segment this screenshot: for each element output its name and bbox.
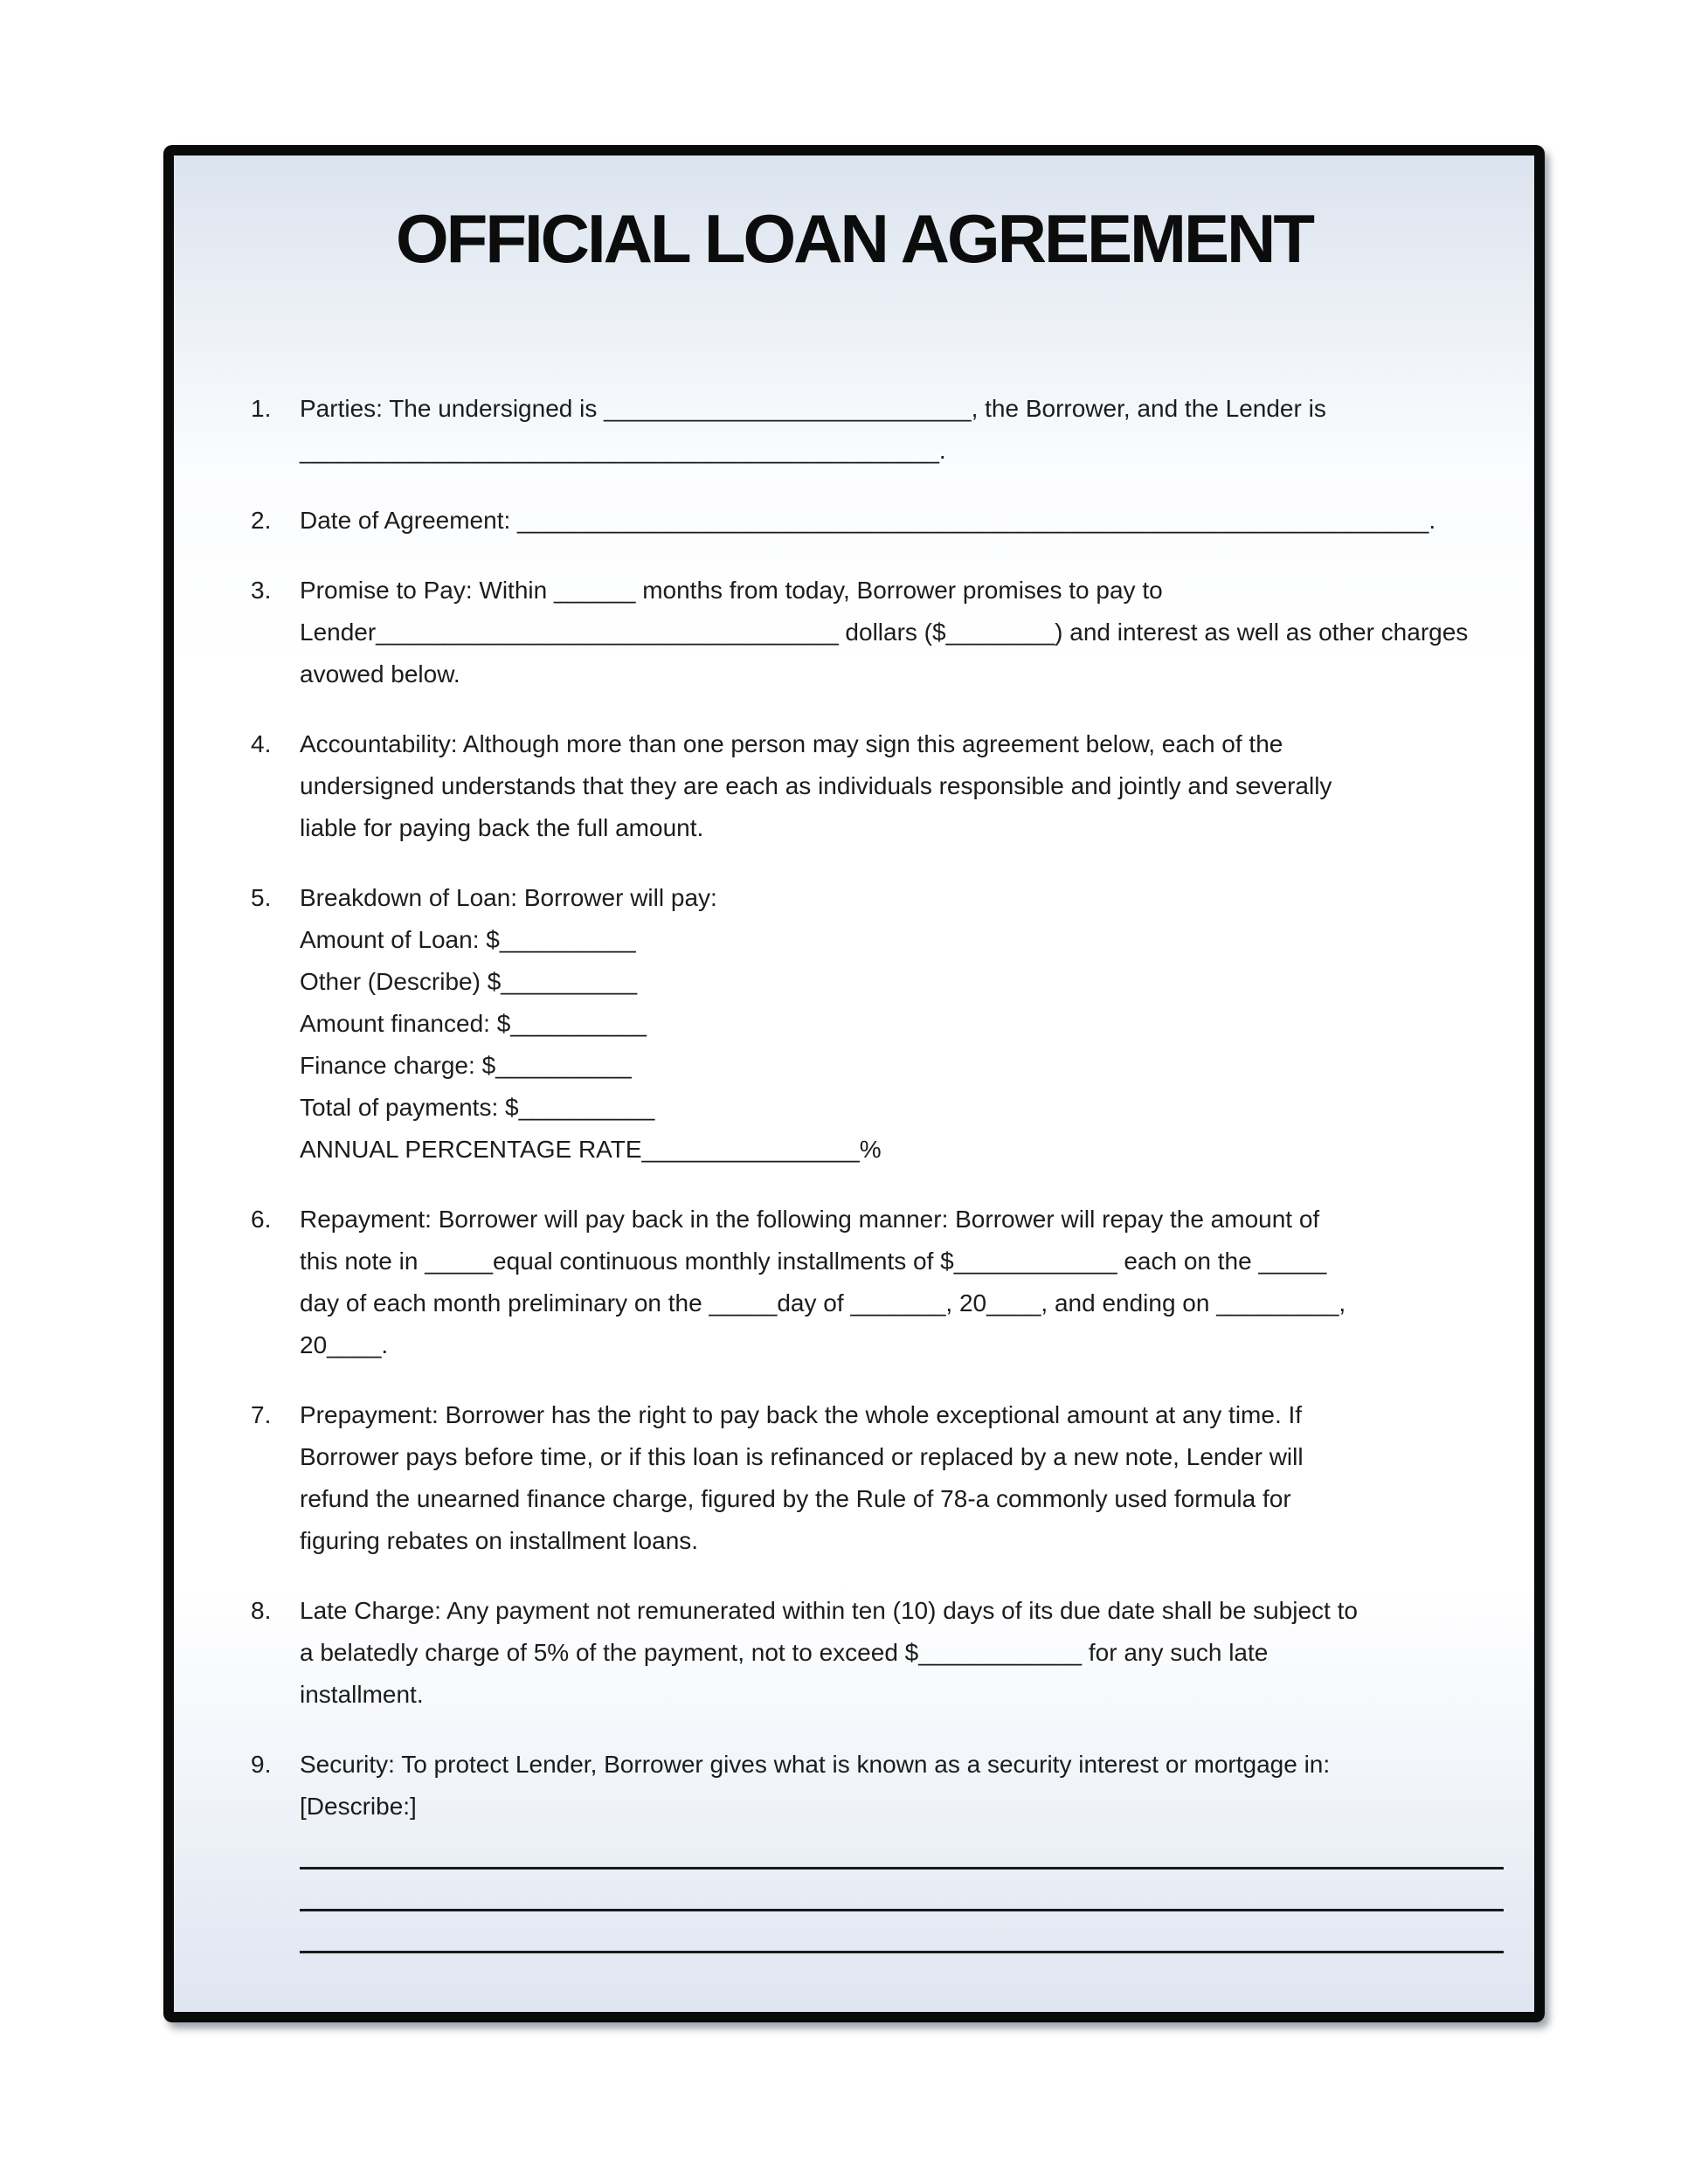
item-line: undersigned understands that they are each as individuals responsible and jointly and severally bbox=[300, 772, 1332, 799]
item-line: Repayment: Borrower will pay back in the following manner: Borrower will repay the amount of bbox=[300, 1206, 1320, 1233]
item-body bbox=[300, 1199, 1508, 1366]
item-body bbox=[300, 723, 1508, 849]
item-body bbox=[300, 1394, 1508, 1562]
item-line: Lender__________________________________ dollars ($________) and interest as well as other charges bbox=[300, 619, 1469, 646]
agreement-item bbox=[251, 723, 1508, 849]
item-number: 2. bbox=[251, 507, 272, 534]
item-line: Late Charge: Any payment not remunerated within ten (10) days of its due date shall be subject to bbox=[300, 1597, 1358, 1624]
item-number: 3. bbox=[251, 577, 272, 604]
item-line: figuring rebates on installment loans. bbox=[300, 1527, 699, 1554]
blank-write-line bbox=[300, 1828, 1504, 1870]
item-line: day of each month preliminary on the _____day of _______, 20____, and ending on _________, bbox=[300, 1289, 1346, 1317]
agreement-item bbox=[251, 1590, 1508, 1716]
item-number: 9. bbox=[251, 1751, 272, 1778]
document-page bbox=[163, 145, 1545, 2022]
item-body bbox=[300, 877, 1508, 1171]
item-number: 5. bbox=[251, 884, 272, 911]
item-line: Date of Agreement: ___________________________________________________________________. bbox=[300, 507, 1436, 534]
item-line: Security: To protect Lender, Borrower gives what is known as a security interest or mortgage in: bbox=[300, 1751, 1331, 1778]
agreement-item bbox=[251, 500, 1508, 542]
item-body bbox=[300, 1590, 1508, 1716]
agreement-item bbox=[251, 1394, 1508, 1562]
item-line: installment. bbox=[300, 1681, 424, 1708]
agreement-item bbox=[251, 388, 1508, 472]
item-line: avowed below. bbox=[300, 660, 460, 688]
agreement-item bbox=[251, 877, 1508, 1171]
blank-write-line bbox=[300, 1911, 1504, 1953]
item-line: Amount of Loan: $__________ bbox=[300, 926, 636, 953]
item-line: refund the unearned finance charge, figured by the Rule of 78-a commonly used formula for bbox=[300, 1485, 1291, 1512]
item-line: Amount financed: $__________ bbox=[300, 1010, 647, 1037]
item-body bbox=[300, 1744, 1508, 1953]
item-line: Parties: The undersigned is ___________________________, the Borrower, and the Lender is bbox=[300, 395, 1326, 422]
item-line: Breakdown of Loan: Borrower will pay: bbox=[300, 884, 717, 911]
item-line: Accountability: Although more than one person may sign this agreement below, each of the bbox=[300, 730, 1283, 757]
blank-write-line bbox=[300, 1870, 1504, 1911]
item-number: 7. bbox=[251, 1401, 272, 1428]
item-number: 6. bbox=[251, 1206, 272, 1233]
document-title: OFFICIAL LOAN AGREEMENT bbox=[396, 200, 1312, 277]
item-number: 4. bbox=[251, 730, 272, 757]
items-list bbox=[251, 388, 1508, 1953]
item-line: Finance charge: $__________ bbox=[300, 1052, 632, 1079]
item-line: Total of payments: $__________ bbox=[300, 1094, 655, 1121]
item-line: _______________________________________________. bbox=[300, 437, 946, 464]
item-body bbox=[300, 570, 1508, 695]
item-body bbox=[300, 388, 1508, 472]
item-body bbox=[300, 500, 1508, 542]
item-line: this note in _____equal continuous monthly installments of $____________ each on the _____ bbox=[300, 1248, 1327, 1275]
item-line: a belatedly charge of 5% of the payment, not to exceed $____________ for any such late bbox=[300, 1639, 1269, 1666]
agreement-item bbox=[251, 570, 1508, 695]
item-line: liable for paying back the full amount. bbox=[300, 814, 704, 841]
item-line: [Describe:] bbox=[300, 1793, 417, 1820]
agreement-item bbox=[251, 1744, 1508, 1953]
item-line: Borrower pays before time, or if this loan is refinanced or replaced by a new note, Lender will bbox=[300, 1443, 1304, 1470]
agreement-item bbox=[251, 1199, 1508, 1366]
item-line: Other (Describe) $__________ bbox=[300, 968, 638, 995]
item-number: 1. bbox=[251, 395, 272, 422]
item-line: Prepayment: Borrower has the right to pay back the whole exceptional amount at any time. If bbox=[300, 1401, 1303, 1428]
item-number: 8. bbox=[251, 1597, 272, 1624]
item-line: 20____. bbox=[300, 1331, 389, 1358]
item-line: Promise to Pay: Within ______ months from today, Borrower promises to pay to bbox=[300, 577, 1163, 604]
item-line: ANNUAL PERCENTAGE RATE________________% bbox=[300, 1136, 882, 1163]
